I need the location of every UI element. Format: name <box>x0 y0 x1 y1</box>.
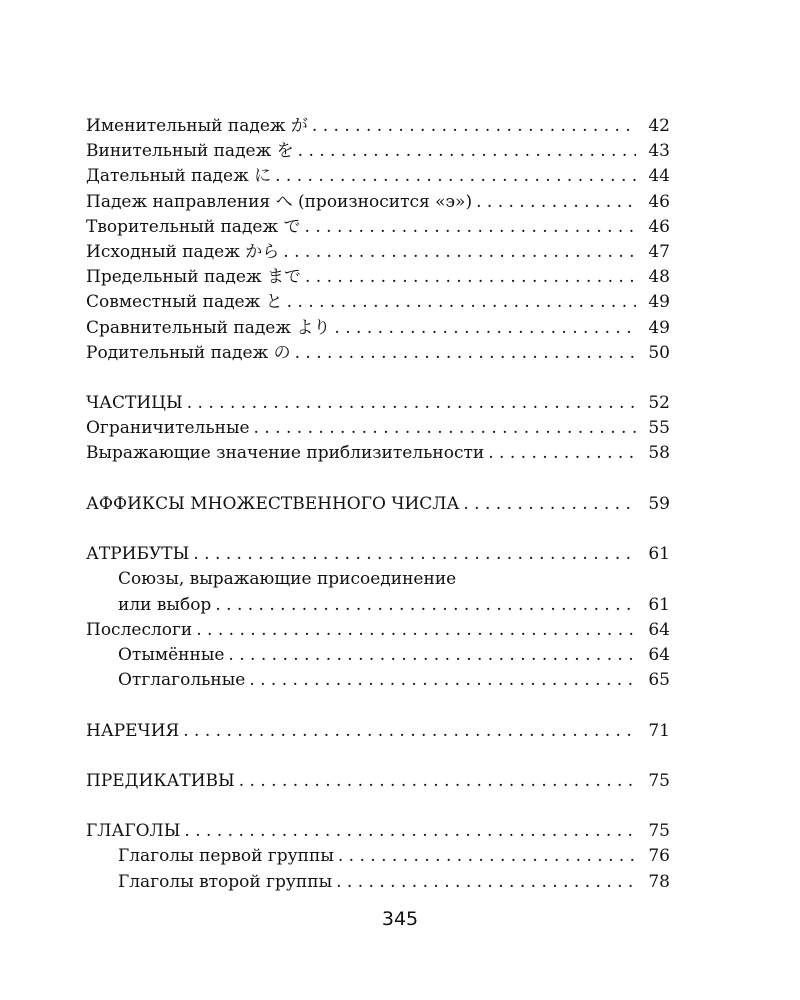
dot-leader <box>275 164 636 189</box>
toc-entry-page: 58 <box>648 443 670 464</box>
dot-leader <box>336 870 636 895</box>
toc-entry-page: 64 <box>648 644 670 665</box>
toc-entry-title: Отымённые <box>118 644 225 665</box>
dot-leader <box>215 593 636 618</box>
toc-entry <box>86 164 670 189</box>
toc-entry <box>86 844 670 869</box>
dot-leader <box>228 643 636 668</box>
toc-entry <box>86 441 670 466</box>
toc-entry-page: 75 <box>648 770 670 791</box>
toc-entry-title: Выражающие значение приблизительности <box>86 443 485 464</box>
toc-entry <box>86 316 670 341</box>
toc-entry <box>86 719 670 744</box>
toc-entry-title: Сравнительный падеж より <box>86 317 331 338</box>
toc-entry-page: 44 <box>648 166 670 187</box>
dot-leader <box>488 441 636 466</box>
toc-entry-title: Дательный падеж に <box>86 166 272 187</box>
dot-leader <box>305 215 636 240</box>
toc-entry-title: Глаголы первой группы <box>118 846 334 867</box>
dot-leader <box>193 542 636 567</box>
toc-entry <box>86 416 670 441</box>
toc-entry-page: 59 <box>648 493 670 514</box>
dot-leader <box>254 416 636 441</box>
toc-entry-title: АФФИКСЫ МНОЖЕСТВЕННОГО ЧИСЛА <box>86 493 460 514</box>
toc-entry-page: 64 <box>648 619 670 640</box>
toc-entry <box>86 593 670 618</box>
toc-entry-title: Именительный падеж が <box>86 116 308 136</box>
toc-entry-title: ГЛАГОЛЫ <box>86 821 181 842</box>
dot-leader <box>183 719 636 744</box>
toc-entry-title: НАРЕЧИЯ <box>86 720 180 741</box>
toc-entry-page: 49 <box>648 317 670 338</box>
toc-entry-title: Совместный падеж と <box>86 292 283 313</box>
toc-entry-title: ПРЕДИКАТИВЫ <box>86 770 235 791</box>
dot-leader <box>184 819 636 844</box>
toc-entry-page: 49 <box>648 292 670 313</box>
dot-leader <box>338 844 636 869</box>
toc-entry-title: Падеж направления へ (произносится «э») <box>86 191 473 212</box>
toc-entry-title: ЧАСТИЦЫ <box>86 393 183 414</box>
toc-entry-title: Глаголы второй группы <box>118 871 333 892</box>
toc-entry <box>86 492 670 517</box>
toc-entry <box>86 668 670 693</box>
toc-entry <box>86 215 670 240</box>
toc-entry-title: Винительный падеж を <box>86 141 294 162</box>
toc-entry-title: или выбор <box>118 594 212 615</box>
toc-entry-title: Отглагольные <box>118 670 246 691</box>
toc-entry-page: 46 <box>648 216 670 237</box>
toc-entry <box>86 643 670 668</box>
toc-entry <box>86 114 670 139</box>
toc-entry-title: Предельный падеж まで <box>86 267 301 288</box>
toc-entry <box>86 190 670 215</box>
dot-leader <box>249 668 636 693</box>
dot-leader <box>476 190 636 215</box>
toc-entry-page: 46 <box>648 191 670 212</box>
toc-entry-title: Союзы, выражающие присоединение <box>118 569 457 590</box>
toc-entry <box>86 265 670 290</box>
toc-entry-page: 52 <box>648 393 670 414</box>
table-of-contents <box>86 114 670 895</box>
toc-entry <box>86 139 670 164</box>
dot-leader <box>463 492 636 517</box>
dot-leader <box>295 341 636 366</box>
toc-entry <box>86 567 670 592</box>
toc-entry <box>86 290 670 315</box>
toc-entry-page: 47 <box>648 241 670 262</box>
toc-entry <box>86 542 670 567</box>
toc-entry <box>86 870 670 895</box>
toc-entry <box>86 391 670 416</box>
toc-entry-page: 50 <box>648 342 670 363</box>
toc-entry-title: Творительный падеж で <box>86 216 301 237</box>
toc-entry-title: Исходный падеж から <box>86 241 280 262</box>
toc-entry <box>86 240 670 265</box>
toc-entry-page: 76 <box>648 846 670 867</box>
toc-entry-page: 48 <box>648 267 670 288</box>
dot-leader <box>334 316 636 341</box>
dot-leader <box>305 265 636 290</box>
dot-leader <box>283 240 636 265</box>
toc-entry-page: 42 <box>648 116 670 136</box>
toc-entry-page: 71 <box>648 720 670 741</box>
dot-leader <box>287 290 636 315</box>
dot-leader <box>187 391 636 416</box>
toc-entry-page: 61 <box>648 594 670 615</box>
dot-leader <box>312 114 636 139</box>
toc-entry-title: АТРИБУТЫ <box>86 544 190 565</box>
toc-entry-page: 75 <box>648 821 670 842</box>
toc-entry <box>86 618 670 643</box>
toc-entry-title: Послеслоги <box>86 619 193 640</box>
toc-entry-page: 55 <box>648 418 670 439</box>
page-number: 345 <box>381 908 419 930</box>
toc-entry <box>86 769 670 794</box>
toc-entry-title: Родительный падеж の <box>86 342 291 363</box>
dot-leader <box>239 769 636 794</box>
toc-entry-page: 78 <box>648 871 670 892</box>
toc-entry <box>86 819 670 844</box>
toc-entry <box>86 341 670 366</box>
toc-entry-title: Ограничительные <box>86 418 250 439</box>
toc-entry-page: 61 <box>648 544 670 565</box>
dot-leader <box>298 139 636 164</box>
toc-entry-page: 43 <box>648 141 670 162</box>
toc-entry-page: 65 <box>648 670 670 691</box>
dot-leader <box>196 618 636 643</box>
